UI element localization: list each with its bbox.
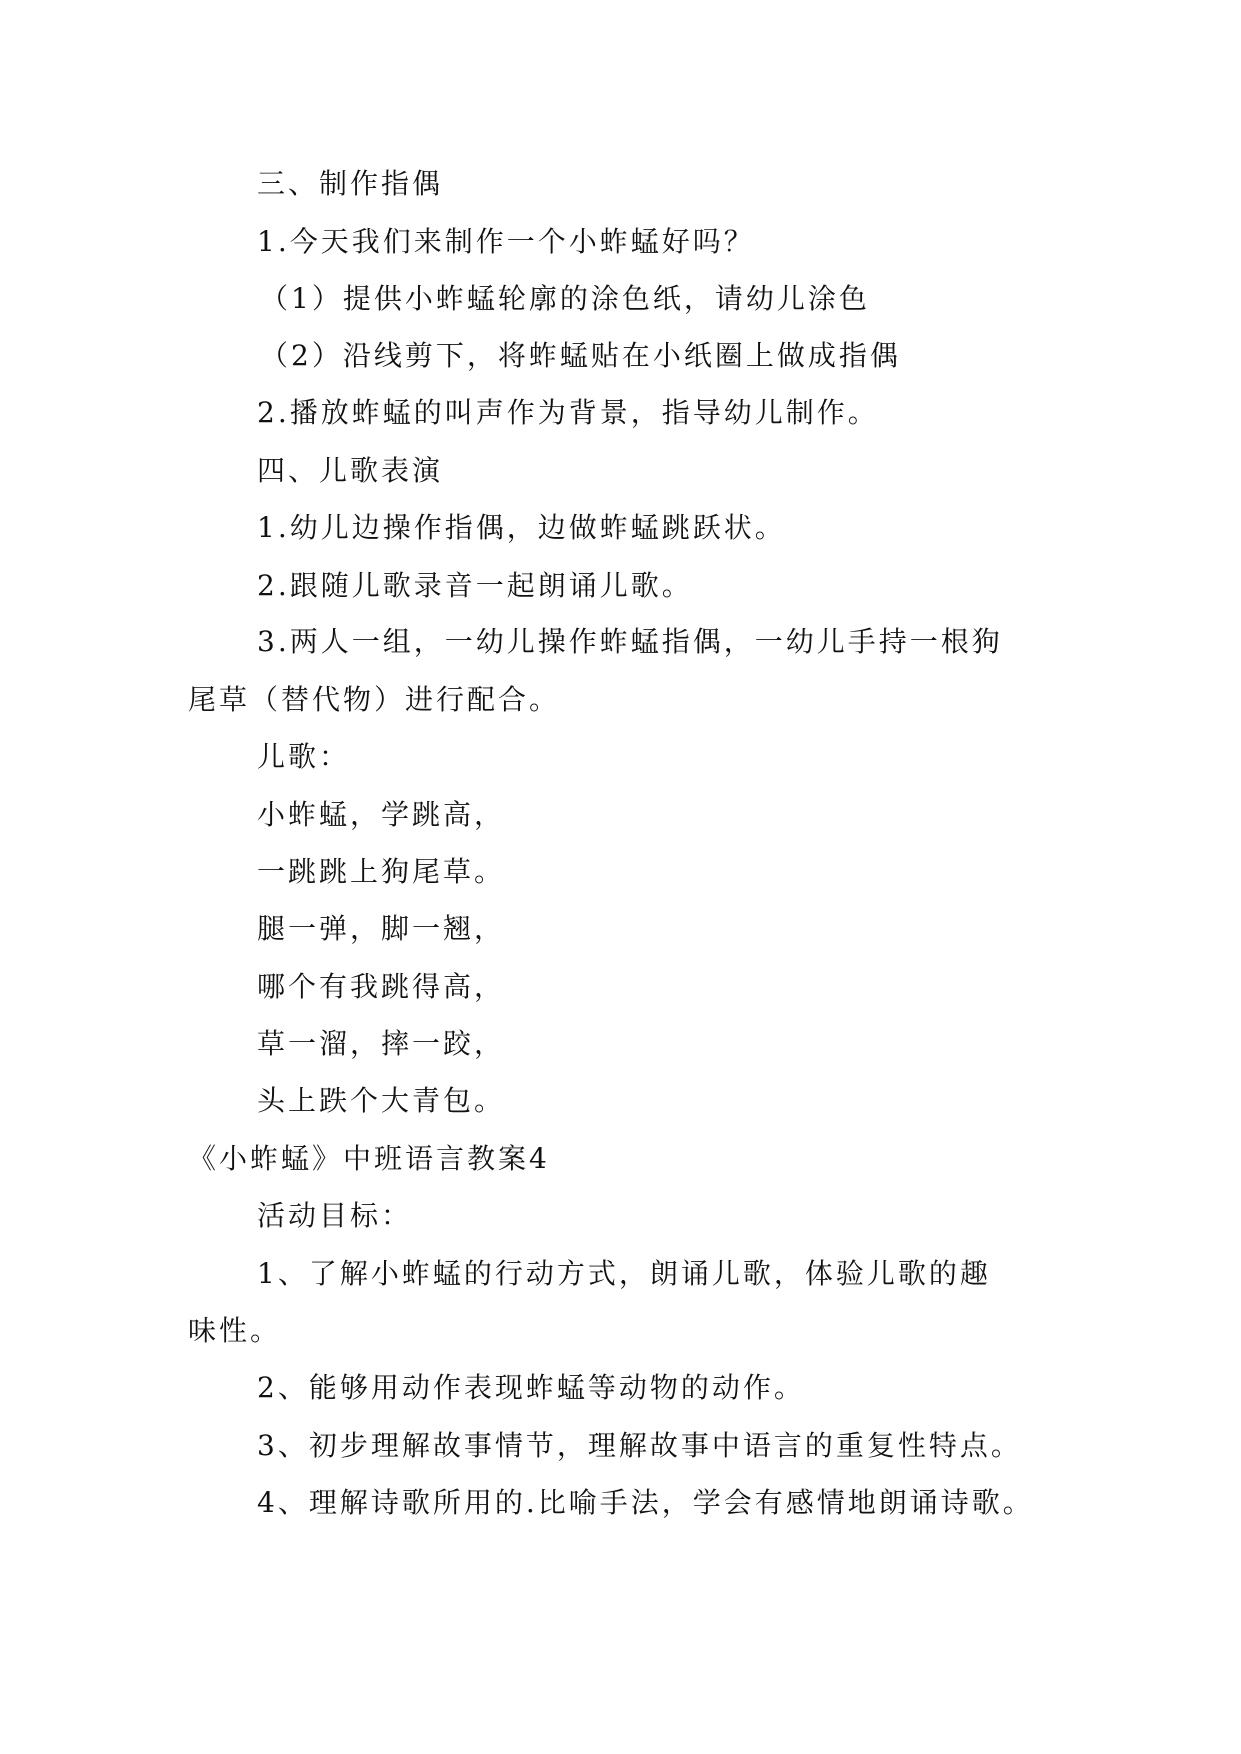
paragraph: 1.幼儿边操作指偶，边做蚱蜢跳跃状。 [257,511,786,544]
paragraph: （1）提供小蚱蜢轮廓的涂色纸，请幼儿涂色 [260,282,870,315]
song-line: 草一溜，摔一跤， [257,1027,506,1060]
goal-item-continuation: 味性。 [188,1314,282,1347]
song-line: 腿一弹，脚一翘， [257,912,506,945]
song-line: 一跳跳上狗尾草。 [257,855,506,888]
paragraph: 2.播放蚱蜢的叫声作为背景，指导幼儿制作。 [257,396,879,429]
paragraph: 3.两人一组，一幼儿操作蚱蜢指偶，一幼儿手持一根狗 [257,625,1003,658]
paragraph-continuation: 尾草（替代物）进行配合。 [188,683,561,716]
paragraph: 2.跟随儿歌录音一起朗诵儿歌。 [257,569,693,602]
lesson-plan-title: 《小蚱蜢》中班语言教案4 [188,1142,550,1175]
goal-item: 3、初步理解故事情节，理解故事中语言的重复性特点。 [257,1429,1022,1462]
goal-item: 1、了解小蚱蜢的行动方式，朗诵儿歌，体验儿歌的趣 [257,1257,991,1290]
song-line: 小蚱蜢，学跳高， [257,798,506,831]
song-line: 哪个有我跳得高， [257,970,506,1003]
activity-goals-heading: 活动目标： [257,1199,413,1232]
song-line: 头上跌个大青包。 [257,1084,506,1117]
goal-item: 2、能够用动作表现蚱蜢等动物的动作。 [257,1371,805,1404]
paragraph: 1.今天我们来制作一个小蚱蜢好吗？ [257,225,755,258]
section-heading-song-performance: 四、儿歌表演 [257,454,444,487]
goal-item: 4、理解诗歌所用的.比喻手法，学会有感情地朗诵诗歌。 [257,1486,1034,1519]
song-label: 儿歌： [257,740,351,773]
section-heading-make-finger-puppet: 三、制作指偶 [257,167,444,200]
paragraph: （2）沿线剪下，将蚱蜢贴在小纸圈上做成指偶 [260,339,901,372]
